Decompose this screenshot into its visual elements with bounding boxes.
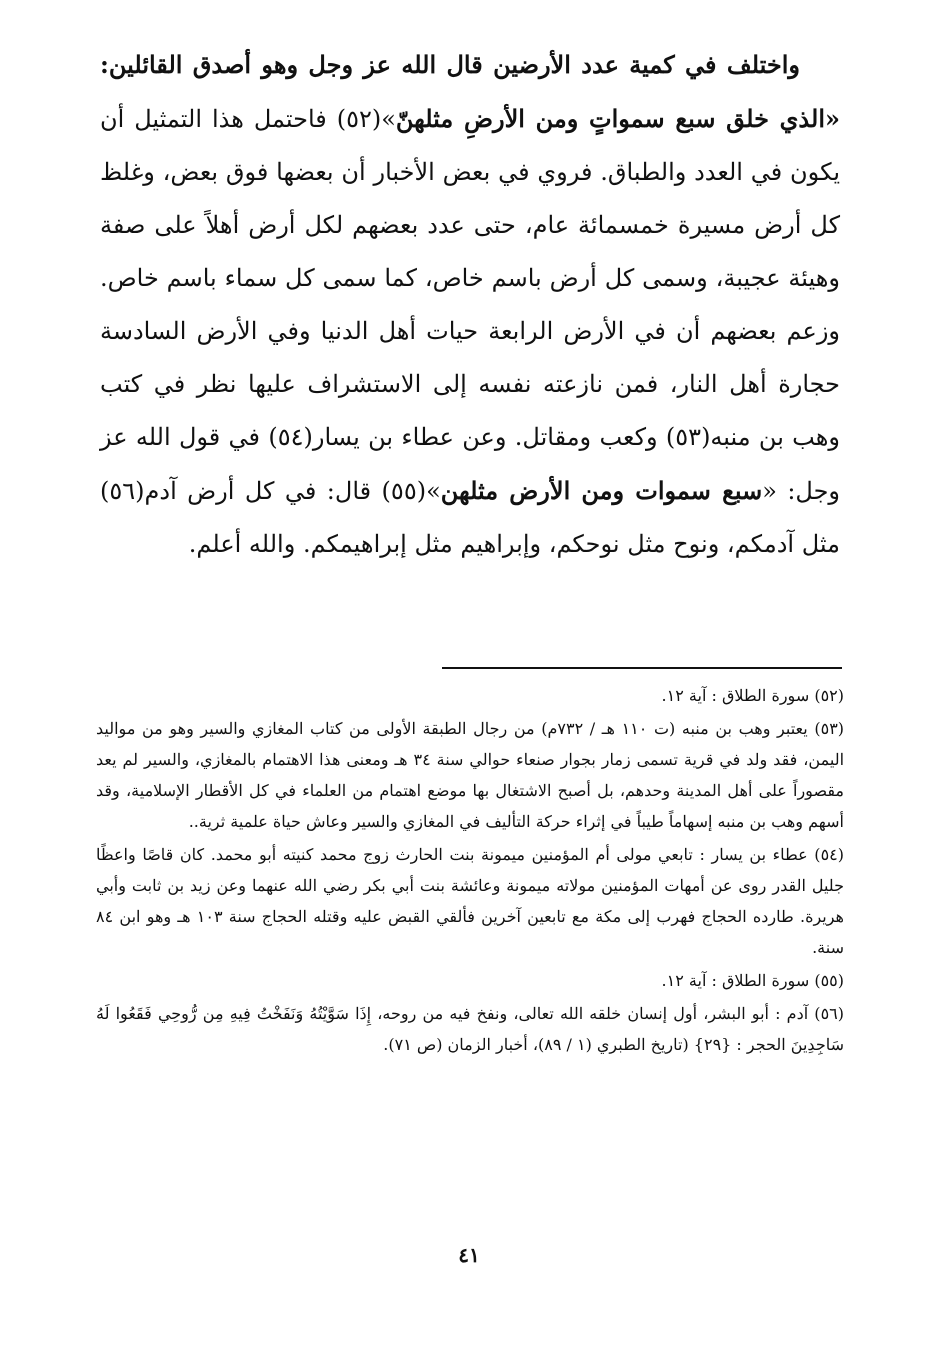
intro-text: واختلف في كمية عدد الأرضين قال الله عز وجل وهو أصدق القائلين: «: [100, 50, 840, 133]
footnote-54: (٥٤) عطاء بن يسار : تابعي مولى أم المؤمنين ميمونة بنت الحارث زوج محمد كنيته أبو محمد. كان قاصًا واعظًا جليل القدر روى عن أمهات المؤمنين مولاته ميمونة وعائشة بنت أبي بكر رضي الله عنهما وعن زيد بن ثابت وأبي هريرة. طارده الحجاج فهرب إلى مكة مع تابعين آخرين فألقي القبض عليه وقتله الحجاج سنة ١٠٣ هـ وهو ابن ٨٤ سنة.: [96, 845, 844, 957]
footnote-56: (٥٦) آدم : أبو البشر، أول إنسان خلقه الله تعالى، ونفخ فيه من روحه، إِذَا سَوَّيْتُهُ وَنَفَخْتُ فِيهِ مِن رُّوحِي فَقَعُوا لَهُ سَاجِدِينَ الحجر : {٢٩} (تاريخ الطبري (١ / ٨٩)، أخبار الزمان (ص ٧١).: [96, 1004, 844, 1054]
footnote-53: (٥٣) يعتبر وهب بن منبه (ت ١١٠ هـ / ٧٣٢م) من رجال الطبقة الأولى من كتاب المغازي والسير وهو من مواليد اليمن، فقد ولد في قرية تسمى زمار بجوار صنعاء حوالي سنة ٣٤ هـ ومعنى هذا الاهتمام بالمغازي، والسير لم يعد مقصوراً على أهل المدينة وحدهم، بل أصبح الاشتغال بها موضع اهتمام من العلماء في كل الأقطار الإسلامية، وقد أسهم وهب بن منبه إسهاماً طيباً في إثراء حركة التأليف في المغازي والسير وعاش حياة علمية ثرية..: [96, 719, 845, 831]
footnote-divider: [442, 667, 842, 669]
footnotes: [96, 680, 844, 1062]
footnote-55: (٥٥) سورة الطلاق : آية ١٢.: [661, 971, 844, 990]
main-paragraph: [100, 38, 840, 571]
body-text-end: »(٥٥) قال: في كل أرض آدم(٥٦) مثل آدمكم، ونوح مثل نوحكم، وإبراهيم مثل إبراهيمكم. والله أعلم.: [100, 477, 840, 558]
footnote-52: (٥٢) سورة الطلاق : آية ١٢.: [661, 686, 844, 705]
quran-quote-1: الذي خلق سبع سمواتٍ ومن الأرضِ مثلهنّ: [395, 104, 825, 133]
page-number: ٤١: [458, 1243, 480, 1267]
body-text-continued: »(٥٢) فاحتمل هذا التمثيل أن يكون في العدد والطباق. فروي في بعض الأخبار أن بعضها فوق بعض، وغلظ كل أرض مسيرة خمسمائة عام، حتى عدد بعضهم لكل أرض أهلاً على صفة وهيئة عجيبة، وسمى كل أرض باسم خاص، كما سمى كل سماء باسم خاص. وزعم بعضهم أن في الأرض الرابعة حيات أهل الدنيا وفي الأرض السادسة حجارة أهل النار، فمن نازعته نفسه إلى الاستشراف عليها نظر في كتب وهب بن منبه(٥٣) وكعب ومقاتل. وعن عطاء بن يسار(٥٤) في قول الله عز وجل: «: [100, 105, 841, 505]
quran-quote-2: سبع سموات ومن الأرض مثلهن: [440, 476, 763, 505]
body-text: [100, 38, 840, 571]
